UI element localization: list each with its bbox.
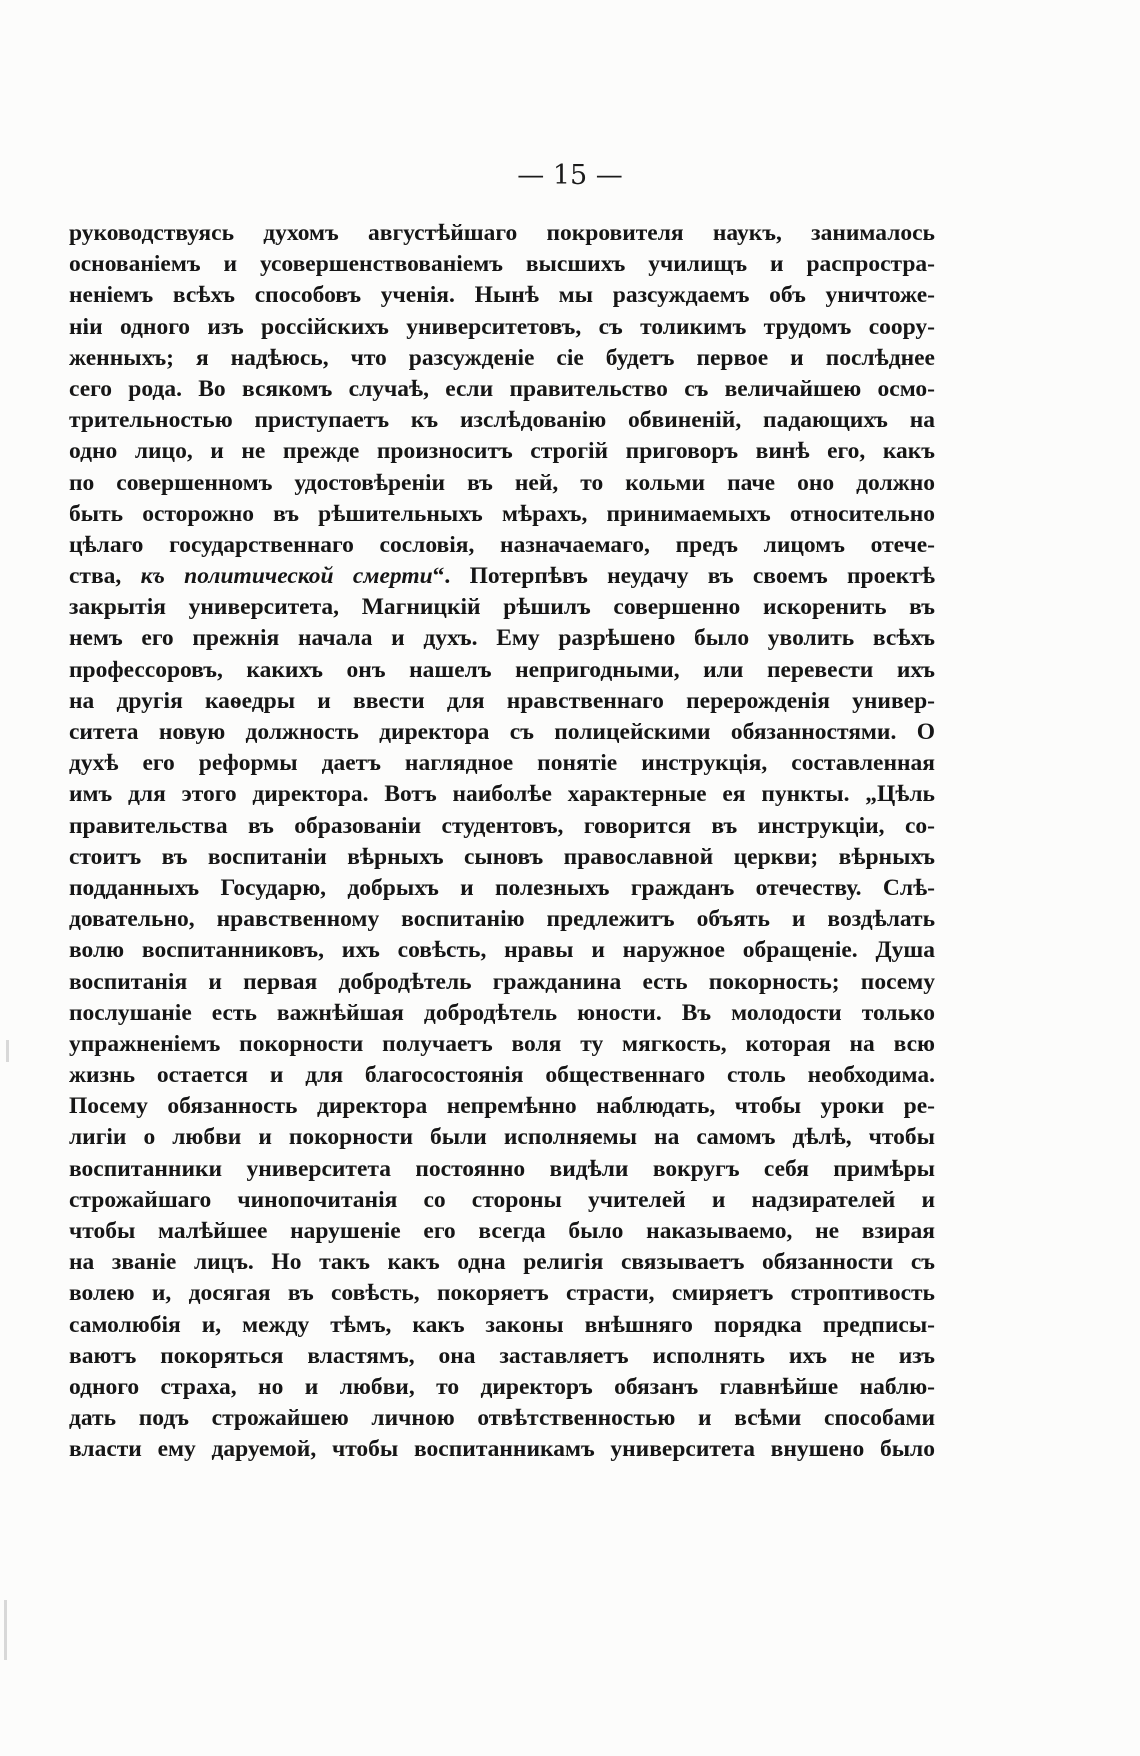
text-line: одного страха, но и любви, то директоръ обязанъ главнѣйше наблю- [69, 1373, 935, 1400]
text-line: закрытія университета, Магницкій рѣшилъ совершенно искоренить въ [69, 594, 935, 621]
text-line: правительства въ образованіи студентовъ, говорится въ инструкціи, со- [69, 812, 935, 839]
line-segment: “. Потерпѣвъ неудачу въ своемъ проектѣ [432, 563, 935, 590]
text-line: послушаніе есть важнѣйшая добродѣтель юности. Въ молодости только [69, 999, 935, 1026]
text-line: ситета новую должность директора съ полицейскими обязанностями. О [69, 719, 935, 745]
text-line: одно лицо, и не прежде произноситъ строгій приговоръ винѣ его, какъ [69, 438, 935, 465]
text-line: дать подъ строжайшею личною отвѣтственностью и всѣми способами [69, 1405, 935, 1432]
text-line: волю воспитанниковъ, ихъ совѣсть, нравы и наружное обращеніе. Душа [69, 937, 935, 964]
scan-edge-mark [4, 1600, 7, 1660]
body-text [69, 218, 935, 1466]
text-line: профессоровъ, какихъ онъ нашелъ непригодными, или перевести ихъ [69, 656, 935, 683]
text-line: ваютъ покоряться властямъ, она заставляетъ исполнять ихъ не изъ [69, 1342, 935, 1369]
text-line: руководствуясь духомъ августѣйшаго покровителя наукъ, занималось [69, 220, 935, 246]
text-line: на другія каѳедры и ввести для нравственнаго перерожденія универ- [69, 687, 935, 714]
text-line: по совершенномъ удостовѣреніи въ ней, то кольми паче оно должно [69, 469, 935, 496]
text-line: подданныхъ Государю, добрыхъ и полезныхъ гражданъ отечеству. Слѣ- [69, 874, 935, 901]
text-line: немъ его прежнія начала и духъ. Ему разрѣшено было уволить всѣхъ [69, 625, 935, 652]
text-line: воспитанія и первая добродѣтель гражданина есть покорность; посему [69, 968, 935, 995]
text-line-with-italic [69, 561, 935, 592]
text-line: ніи одного изъ россійскихъ университетовъ, съ толикимъ трудомъ соору- [69, 313, 935, 340]
text-line: имъ для этого директора. Вотъ наиболѣе характерные ея пункты. „Цѣль [69, 781, 935, 808]
text-line: жизнь остается и для благосостоянія общественнаго столь необходима. [69, 1062, 935, 1089]
text-line: на званіе лицъ. Но такъ какъ одна религія связываетъ обязанности съ [69, 1249, 935, 1276]
scan-edge-mark [6, 1040, 9, 1062]
text-line: Посему обязанность директора непремѣнно наблюдать, чтобы уроки ре- [69, 1093, 935, 1120]
text-line: довательно, нравственному воспитанію предлежитъ объять и воздѣлать [69, 906, 935, 933]
text-line: самолюбія и, между тѣмъ, какъ законы внѣшняго порядка предписы- [69, 1311, 935, 1338]
text-line: волею и, досягая въ совѣсть, покоряетъ страсти, смиряетъ строптивость [69, 1280, 935, 1307]
text-line: строжайшаго чинопочитанія со стороны учителей и надзирателей и [69, 1186, 935, 1213]
line-segment: ства, [69, 563, 141, 590]
text-line: трительностью приступаетъ къ изслѣдованію обвиненій, падающихъ на [69, 407, 935, 434]
text-line: основаніемъ и усовершенствованіемъ высшихъ училищъ и распростра- [69, 251, 935, 278]
text-line: власти ему даруемой, чтобы воспитанникамъ университета внушено было [69, 1436, 935, 1463]
text-line: неніемъ всѣхъ способовъ ученія. Нынѣ мы разсуждаемъ объ уничтоже- [69, 282, 935, 309]
text-line: лигіи о любви и покорности были исполняемы на самомъ дѣлѣ, чтобы [69, 1124, 935, 1151]
text-line: быть осторожно въ рѣшительныхъ мѣрахъ, принимаемыхъ относительно [69, 500, 935, 527]
text-line: женныхъ; я надѣюсь, что разсужденіе сіе будетъ первое и послѣднее [69, 344, 935, 371]
text-line: сего рода. Во всякомъ случаѣ, если правительство съ величайшею осмо- [69, 375, 935, 402]
text-line: упражненіемъ покорности получаетъ воля ту мягкость, которая на всю [69, 1030, 935, 1057]
text-line: воспитанники университета постоянно видѣли вокругъ себя примѣры [69, 1155, 935, 1182]
text-line: стоитъ въ воспитаніи вѣрныхъ сыновъ православной церкви; вѣрныхъ [69, 843, 935, 870]
text-line: цѣлаго государственнаго сословія, назначаемаго, предъ лицомъ отече- [69, 531, 935, 558]
page-number: — 15 — [517, 160, 623, 191]
text-line: духѣ его реформы даетъ наглядное понятіе инструкція, составленная [69, 750, 935, 777]
italic-phrase: къ политической смерти [140, 563, 433, 590]
text-line: чтобы малѣйшее нарушеніе его всегда было наказываемо, не взирая [69, 1218, 935, 1244]
